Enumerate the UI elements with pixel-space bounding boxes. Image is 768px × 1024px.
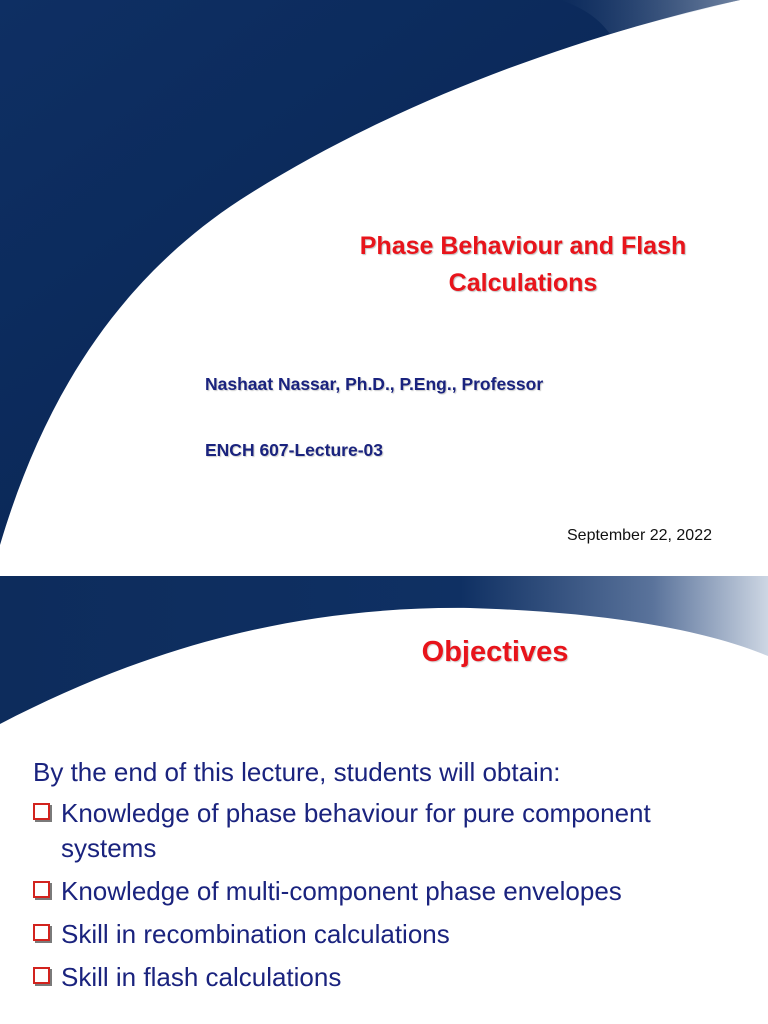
list-item-text: Skill in recombination calculations [61, 919, 450, 949]
objectives-intro: By the end of this lecture, students will obtain: [33, 757, 561, 787]
checkbox-square-icon [33, 924, 50, 941]
objectives-title: Objectives [421, 636, 569, 668]
slide-title [300, 228, 746, 302]
objectives-list [32, 796, 752, 1003]
slide-title-line-2: Calculations [448, 269, 598, 297]
slide-separator [0, 566, 768, 576]
date-text: September 22, 2022 [567, 527, 712, 544]
list-item [32, 874, 752, 909]
list-item-text: Knowledge of phase behaviour for pure component systems [61, 798, 651, 863]
checkbox-square-icon [33, 967, 50, 984]
header-swoosh [0, 576, 768, 776]
list-item [32, 796, 752, 866]
author-line: Nashaat Nassar, Ph.D., P.Eng., Professor [205, 374, 544, 394]
course-line: ENCH 607-Lecture-03 [205, 440, 383, 460]
list-item [32, 960, 752, 995]
list-item-text: Knowledge of multi-component phase envelopes [61, 876, 622, 906]
checkbox-square-icon [33, 803, 50, 820]
list-item-text: Skill in flash calculations [61, 962, 342, 992]
checkbox-square-icon [33, 881, 50, 898]
list-item [32, 917, 752, 952]
slide-title-line-1: Phase Behaviour and Flash [359, 232, 687, 260]
